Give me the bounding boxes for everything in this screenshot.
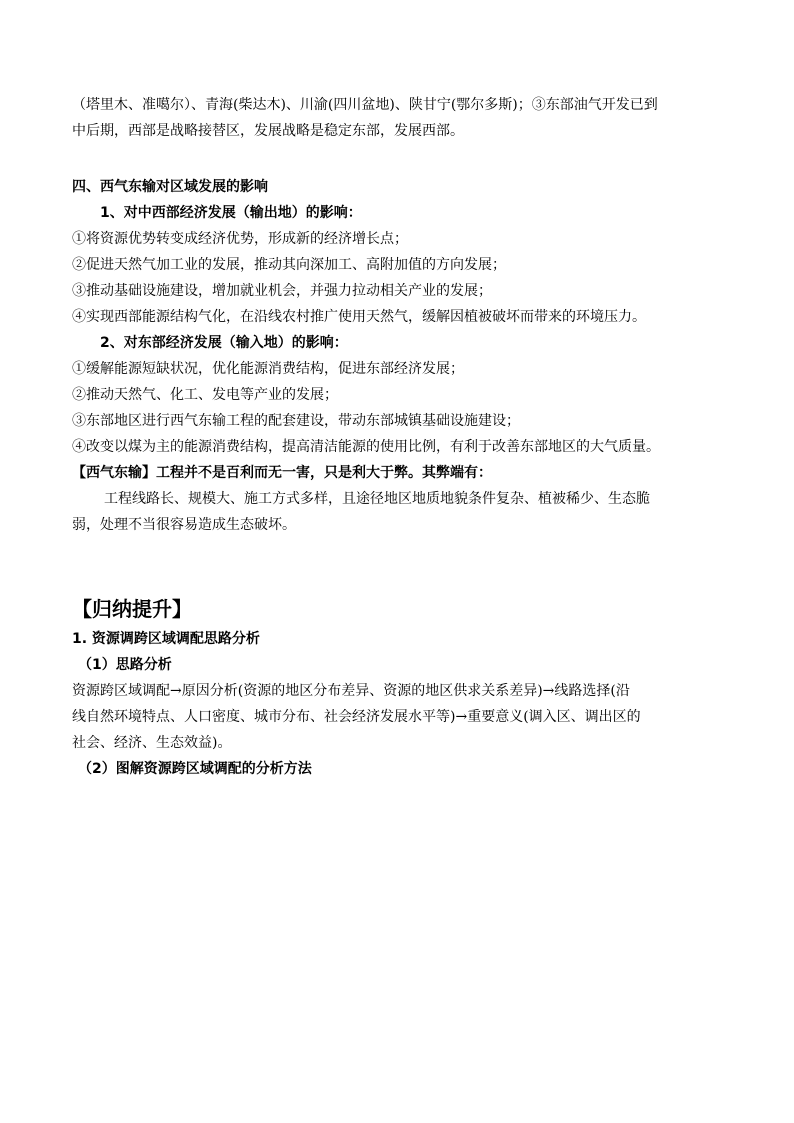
summary-subtitle-1: （1）思路分析	[78, 657, 172, 673]
drawback-text-line-2: 弱，处理不当很容易造成生态破坏。	[72, 517, 296, 533]
subsection-title-input: 2、对东部经济发展（输入地）的影响：	[100, 335, 348, 351]
list-item: ①将资源优势转变成经济优势，形成新的经济增长点；	[72, 231, 408, 247]
list-item: ③推动基础设施建设，增加就业机会，并强力拉动相关产业的发展；	[72, 283, 492, 299]
list-item: ④实现西部能源结构气化，在沿线农村推广使用天然气，缓解因植被破坏而带来的环境压力。	[72, 309, 646, 325]
intro-line-1: （塔里木、准噶尔）、青海(柴达木)、川渝(四川盆地)、陕甘宁(鄂尔多斯)；③东部油气开发已到	[72, 97, 658, 113]
spacer	[72, 538, 722, 594]
document-page	[72, 92, 722, 782]
summary-subtitle-2: （2）图解资源跨区域调配的分析方法	[78, 761, 312, 777]
list-item: ③东部地区进行西气东输工程的配套建设，带动东部城镇基础设施建设；	[72, 413, 520, 429]
summary-text-line-2: 线自然环境特点、人口密度、城市分布、社会经济发展水平等)→重要意义(调入区、调出区的	[72, 709, 641, 725]
summary-text-line-3: 社会、经济、生态效益)。	[72, 735, 232, 751]
drawback-text-line-1: 工程线路长、规模大、施工方式多样，且途径地区地质地貌条件复杂、植被稀少、生态脆	[104, 491, 650, 507]
summary-heading: 【归纳提升】	[72, 597, 192, 621]
summary-item-title: 1. 资源调跨区域调配思路分析	[72, 631, 260, 647]
drawback-title: 【西气东输】工程并不是百利而无一害，只是利大于弊。其弊端有：	[72, 465, 492, 481]
list-item: ②推动天然气、化工、发电等产业的发展；	[72, 387, 338, 403]
list-item: ④改变以煤为主的能源消费结构，提高清洁能源的使用比例，有利于改善东部地区的大气质量。	[72, 439, 660, 455]
spacer	[72, 144, 722, 174]
summary-text-line-1: 资源跨区域调配→原因分析(资源的地区分布差异、资源的地区供求关系差异)→线路选择(沿	[72, 683, 630, 699]
list-item: ②促进天然气加工业的发展，推动其向深加工、高附加值的方向发展；	[72, 257, 506, 273]
list-item: ①缓解能源短缺状况，优化能源消费结构，促进东部经济发展；	[72, 361, 464, 377]
subsection-title-output: 1、对中西部经济发展（输出地）的影响：	[100, 205, 362, 221]
section-heading: 四、西气东输对区域发展的影响	[72, 179, 268, 195]
intro-line-2: 中后期，西部是战略接替区，发展战略是稳定东部，发展西部。	[72, 123, 464, 139]
